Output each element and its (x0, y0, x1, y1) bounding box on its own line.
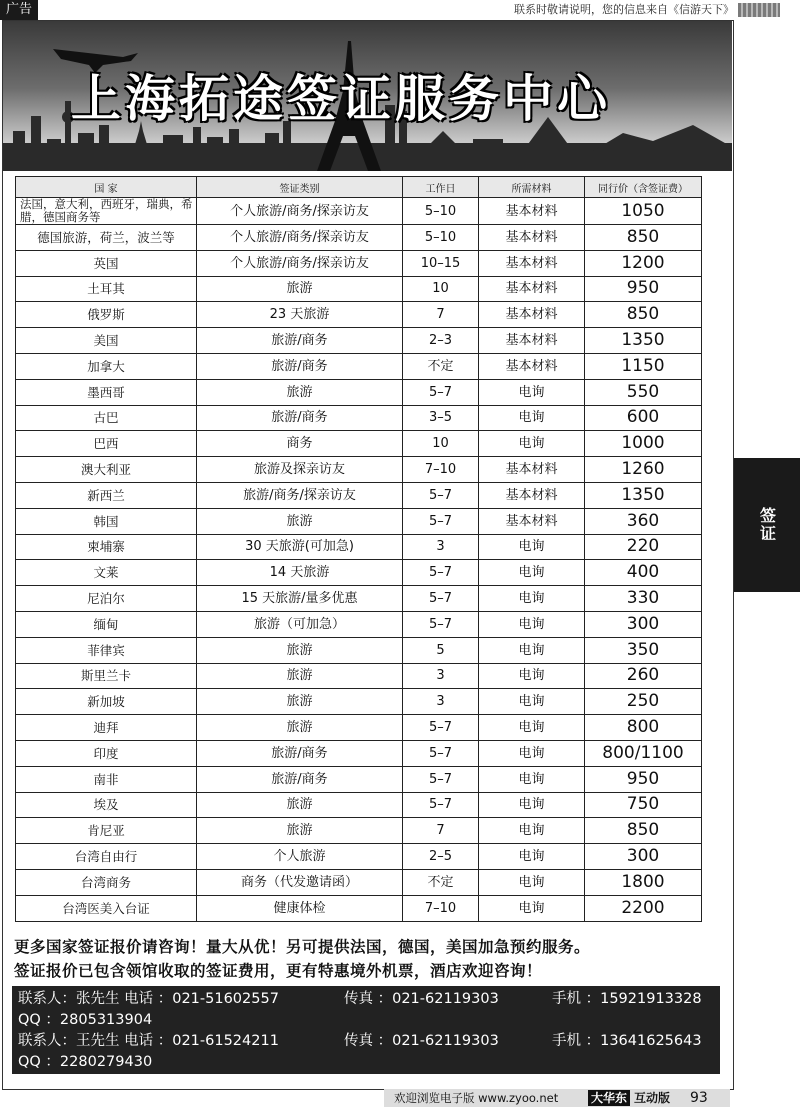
work-days-cell: 不定 (403, 869, 479, 895)
price-cell: 1800 (585, 869, 702, 895)
price-cell: 260 (585, 663, 702, 689)
work-days-cell: 2–5 (403, 844, 479, 870)
work-days-cell: 10 (403, 276, 479, 302)
visa-type-cell: 商务（代发邀请函） (197, 869, 403, 895)
work-days-cell: 5–7 (403, 508, 479, 534)
materials-cell: 基本材料 (479, 276, 585, 302)
visa-type-cell: 个人旅游/商务/探亲访友 (197, 225, 403, 251)
section-tab-visa (734, 458, 800, 592)
visa-type-cell: 30 天旅游(可加急) (197, 534, 403, 560)
table-row (16, 328, 702, 354)
table-body (16, 198, 702, 922)
page-number: 93 (690, 1090, 708, 1106)
work-days-cell: 5–7 (403, 792, 479, 818)
price-cell: 300 (585, 611, 702, 637)
country-cell: 新西兰 (16, 482, 197, 508)
price-cell: 800 (585, 715, 702, 741)
table-row (16, 611, 702, 637)
price-cell: 750 (585, 792, 702, 818)
contact-2-mobile: 手机 ：13641625643 (552, 1033, 702, 1049)
materials-cell: 电询 (479, 689, 585, 715)
footer-welcome: 欢迎浏览电子版 www.zyoo.net (394, 1091, 559, 1105)
price-cell: 350 (585, 637, 702, 663)
country-cell: 台湾医美入台证 (16, 895, 197, 921)
visa-type-cell: 个人旅游 (197, 844, 403, 870)
materials-cell: 基本材料 (479, 328, 585, 354)
header-materials: 所需材料 (479, 177, 585, 198)
work-days-cell: 3–5 (403, 405, 479, 431)
header-work-days: 工作日 (403, 177, 479, 198)
visa-type-cell: 14 天旅游 (197, 560, 403, 586)
visa-type-cell: 健康体检 (197, 895, 403, 921)
visa-type-cell: 旅游 (197, 508, 403, 534)
work-days-cell: 3 (403, 534, 479, 560)
materials-cell: 电询 (479, 637, 585, 663)
materials-cell: 电询 (479, 431, 585, 457)
materials-cell: 电询 (479, 895, 585, 921)
work-days-cell: 5–7 (403, 586, 479, 612)
price-cell: 220 (585, 534, 702, 560)
country-cell: 新加坡 (16, 689, 197, 715)
visa-type-cell: 旅游 (197, 818, 403, 844)
price-cell: 1350 (585, 482, 702, 508)
materials-cell: 电询 (479, 405, 585, 431)
country-cell: 印度 (16, 740, 197, 766)
ad-label: 广告 (0, 0, 38, 20)
table-row (16, 198, 702, 225)
materials-cell: 电询 (479, 534, 585, 560)
materials-cell: 电询 (479, 379, 585, 405)
table-row (16, 276, 702, 302)
country-cell: 斯里兰卡 (16, 663, 197, 689)
table-row (16, 663, 702, 689)
table-row (16, 482, 702, 508)
work-days-cell: 5–7 (403, 611, 479, 637)
table-row (16, 818, 702, 844)
visa-type-cell: 旅游 (197, 276, 403, 302)
work-days-cell: 5–10 (403, 225, 479, 251)
table-row (16, 895, 702, 921)
visa-type-cell: 旅游/商务 (197, 405, 403, 431)
materials-cell: 基本材料 (479, 225, 585, 251)
work-days-cell: 5 (403, 637, 479, 663)
country-cell: 肯尼亚 (16, 818, 197, 844)
country-cell: 尼泊尔 (16, 586, 197, 612)
country-cell: 埃及 (16, 792, 197, 818)
work-days-cell: 5–7 (403, 482, 479, 508)
visa-type-cell: 个人旅游/商务/探亲访友 (197, 250, 403, 276)
table-row (16, 792, 702, 818)
materials-cell: 基本材料 (479, 457, 585, 483)
contact-1-mobile: 手机 ：15921913328 (552, 991, 702, 1007)
price-cell: 1200 (585, 250, 702, 276)
price-cell: 850 (585, 818, 702, 844)
table-row (16, 302, 702, 328)
price-cell: 800/1100 (585, 740, 702, 766)
table-row (16, 457, 702, 483)
table-row (16, 689, 702, 715)
contact-2-fax: 传真 ：021-62119303 (344, 1033, 499, 1049)
visa-type-cell: 旅游（可加急） (197, 611, 403, 637)
price-cell: 1000 (585, 431, 702, 457)
work-days-cell: 5–7 (403, 766, 479, 792)
table-row (16, 353, 702, 379)
materials-cell: 电询 (479, 740, 585, 766)
banner-title: 上海拓途签证服务中心 (71, 70, 611, 128)
table-row (16, 637, 702, 663)
work-days-cell: 3 (403, 689, 479, 715)
visa-type-cell: 旅游 (197, 689, 403, 715)
table-row (16, 534, 702, 560)
table-row (16, 379, 702, 405)
contact-row-1 (18, 988, 718, 1010)
visa-price-table (15, 176, 702, 922)
materials-cell: 基本材料 (479, 198, 585, 225)
contact-1-phone: 联系人：张先生 电话 ：021-51602557 (18, 991, 279, 1007)
table-row (16, 431, 702, 457)
country-cell: 法国，意大利，西班牙，瑞典，希腊，德国商务等 (16, 198, 197, 225)
contact-2-phone: 联系人：王先生 电话 ：021-61524211 (18, 1033, 279, 1049)
header-country: 国 家 (16, 177, 197, 198)
materials-cell: 电询 (479, 586, 585, 612)
materials-cell: 基本材料 (479, 508, 585, 534)
materials-cell: 基本材料 (479, 482, 585, 508)
top-bar (0, 0, 800, 20)
visa-type-cell: 旅游 (197, 792, 403, 818)
header-price: 同行价（含签证费） (585, 177, 702, 198)
materials-cell: 电询 (479, 818, 585, 844)
materials-cell: 电询 (479, 715, 585, 741)
price-cell: 1150 (585, 353, 702, 379)
footer-bar (384, 1089, 730, 1107)
contact-1-qq: QQ ：2805313904 (18, 1012, 153, 1028)
visa-type-cell: 23 天旅游 (197, 302, 403, 328)
country-cell: 韩国 (16, 508, 197, 534)
price-cell: 330 (585, 586, 702, 612)
publication-logo-icon (738, 3, 780, 17)
price-cell: 400 (585, 560, 702, 586)
work-days-cell: 2–3 (403, 328, 479, 354)
price-cell: 950 (585, 276, 702, 302)
visa-type-cell: 旅游/商务 (197, 766, 403, 792)
visa-type-cell: 商务 (197, 431, 403, 457)
table-row (16, 715, 702, 741)
visa-type-cell: 个人旅游/商务/探亲访友 (197, 198, 403, 225)
work-days-cell: 7 (403, 818, 479, 844)
country-cell: 台湾自由行 (16, 844, 197, 870)
table-row (16, 405, 702, 431)
price-cell: 1260 (585, 457, 702, 483)
country-cell: 俄罗斯 (16, 302, 197, 328)
table-row (16, 225, 702, 251)
materials-cell: 电询 (479, 663, 585, 689)
work-days-cell: 7–10 (403, 895, 479, 921)
price-cell: 1050 (585, 198, 702, 225)
contact-2-qq: QQ ：2280279430 (18, 1054, 153, 1070)
visa-type-cell: 旅游/商务 (197, 740, 403, 766)
country-cell: 缅甸 (16, 611, 197, 637)
table-row (16, 508, 702, 534)
materials-cell: 电询 (479, 792, 585, 818)
country-cell: 英国 (16, 250, 197, 276)
country-cell: 德国旅游，荷兰，波兰等 (16, 225, 197, 251)
country-cell: 墨西哥 (16, 379, 197, 405)
country-cell: 菲律宾 (16, 637, 197, 663)
work-days-cell: 5–7 (403, 379, 479, 405)
visa-type-cell: 旅游 (197, 637, 403, 663)
materials-cell: 电询 (479, 766, 585, 792)
table-row (16, 844, 702, 870)
materials-cell: 电询 (479, 844, 585, 870)
note-more-countries: 更多国家签证报价请咨询！量大从优！另可提供法国，德国，美国加急预约服务。 (14, 938, 591, 956)
table-row (16, 250, 702, 276)
work-days-cell: 5–7 (403, 740, 479, 766)
work-days-cell: 5–10 (403, 198, 479, 225)
contact-1-fax: 传真 ：021-62119303 (344, 991, 499, 1007)
price-cell: 1350 (585, 328, 702, 354)
country-cell: 土耳其 (16, 276, 197, 302)
work-days-cell: 7 (403, 302, 479, 328)
price-cell: 550 (585, 379, 702, 405)
visa-type-cell: 旅游/商务/探亲访友 (197, 482, 403, 508)
visa-type-cell: 旅游 (197, 663, 403, 689)
price-cell: 850 (585, 225, 702, 251)
work-days-cell: 不定 (403, 353, 479, 379)
note-price-includes: 签证报价已包含领馆收取的签证费用，更有特惠境外机票，酒店欢迎咨询！ (14, 962, 543, 980)
visa-type-cell: 旅游及探亲访友 (197, 457, 403, 483)
table-row (16, 586, 702, 612)
country-cell: 柬埔寨 (16, 534, 197, 560)
work-days-cell: 10 (403, 431, 479, 457)
price-cell: 950 (585, 766, 702, 792)
work-days-cell: 5–7 (403, 715, 479, 741)
price-cell: 250 (585, 689, 702, 715)
visa-type-cell: 旅游 (197, 379, 403, 405)
price-cell: 300 (585, 844, 702, 870)
visa-type-cell: 旅游 (197, 715, 403, 741)
country-cell: 迪拜 (16, 715, 197, 741)
country-cell: 巴西 (16, 431, 197, 457)
materials-cell: 电询 (479, 869, 585, 895)
materials-cell: 基本材料 (479, 250, 585, 276)
table-row (16, 740, 702, 766)
country-cell: 台湾商务 (16, 869, 197, 895)
price-cell: 360 (585, 508, 702, 534)
country-cell: 澳大利亚 (16, 457, 197, 483)
work-days-cell: 7–10 (403, 457, 479, 483)
contact-row-2 (18, 1030, 718, 1052)
country-cell: 加拿大 (16, 353, 197, 379)
work-days-cell: 10–15 (403, 250, 479, 276)
footer-brand: 大华东 (588, 1090, 630, 1106)
contact-box (12, 986, 720, 1074)
materials-cell: 电询 (479, 611, 585, 637)
banner (3, 21, 732, 171)
visa-type-cell: 旅游/商务 (197, 353, 403, 379)
table-header-row (16, 177, 702, 198)
price-cell: 850 (585, 302, 702, 328)
country-cell: 南非 (16, 766, 197, 792)
country-cell: 古巴 (16, 405, 197, 431)
visa-type-cell: 旅游/商务 (197, 328, 403, 354)
materials-cell: 电询 (479, 560, 585, 586)
source-note: 联系时敬请说明，您的信息来自《信游天下》 (514, 3, 734, 16)
price-cell: 600 (585, 405, 702, 431)
materials-cell: 基本材料 (479, 353, 585, 379)
section-tab-label: 签证 (757, 507, 777, 543)
work-days-cell: 5–7 (403, 560, 479, 586)
footer-edition: 互动版 (634, 1091, 671, 1105)
table-row (16, 869, 702, 895)
table-row (16, 766, 702, 792)
header-visa-type: 签证类别 (197, 177, 403, 198)
country-cell: 文莱 (16, 560, 197, 586)
price-cell: 2200 (585, 895, 702, 921)
work-days-cell: 3 (403, 663, 479, 689)
country-cell: 美国 (16, 328, 197, 354)
visa-type-cell: 15 天旅游/量多优惠 (197, 586, 403, 612)
materials-cell: 基本材料 (479, 302, 585, 328)
table-row (16, 560, 702, 586)
